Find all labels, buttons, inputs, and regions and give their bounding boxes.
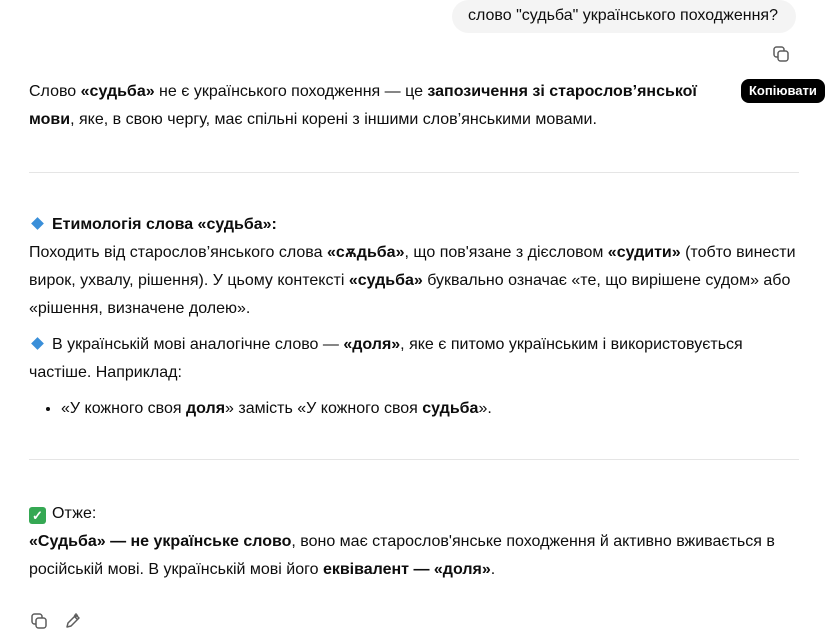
text: , яке, в [70,111,122,128]
answer-intro [29,78,735,134]
bold-text: «Судьба» — не українське слово [29,533,292,550]
copy-icon [772,45,790,63]
text: , що пов'язане з дієсловом [404,244,608,261]
edit-button[interactable] [63,611,83,631]
copy-message-button[interactable] [771,44,791,64]
blue-diamond-icon [31,217,44,230]
bold-text: «сѫдьба» [326,244,405,261]
text: Слово [29,83,81,100]
user-message-bubble [452,0,796,33]
text: . [490,561,496,578]
list-item [61,395,799,423]
conclusion-label [29,500,799,528]
blue-diamond-icon [31,337,44,350]
text: буквально означає «те, що вирішене судом» або «рішення, визначене долею». [29,272,791,317]
etymology-text [29,239,799,323]
bold-text: запозичення зі старослов’янської мови [29,83,697,128]
copy-tooltip: Копіювати [741,79,825,103]
text: Отже: [52,505,97,522]
bold-text: «доля» [343,336,401,353]
etymology-heading [29,211,799,239]
text: «У кожного своя [61,400,186,417]
text: В українській мові аналогічне слово — [52,336,344,353]
text: свою чергу, має спільні корені з іншими слов’янськими мовами. [125,111,597,128]
bold-text: «судьба» [348,272,423,289]
text: Походить від старослов’янського слова [29,244,327,261]
check-mark-icon: ✓ [29,507,46,524]
bold-text: судьба [422,400,479,417]
copy-answer-button[interactable] [29,611,49,631]
bold-text: еквівалент — «доля» [322,561,491,578]
edit-pencil-icon [64,612,82,630]
text: , воно має старослов'янське походження й активно вживається в російській мові. В українській мові його [29,533,775,578]
heading-text: Етимологія слова «судьба»: [52,216,277,233]
text: » замість «У кожного своя [225,400,423,417]
copy-icon [30,612,48,630]
bold-text: «судьба» [80,83,155,100]
user-message-text: слово "судьба" українського походження? [468,7,778,24]
text: , яке є питомо українським і використовується частіше. Наприклад: [29,336,743,381]
message-actions [29,611,83,631]
bold-text: доля [186,400,226,417]
text: ». [478,400,492,417]
bold-text: «судити» [607,244,681,261]
conclusion-text [29,528,799,584]
text: не є українського походження — це [154,83,428,100]
example-list [29,395,799,423]
ukrainian-equivalent-text [29,331,799,387]
text: (тобто винести вирок, ухвалу, рішення). У цьому контексті [29,244,796,289]
assistant-answer [29,78,799,584]
